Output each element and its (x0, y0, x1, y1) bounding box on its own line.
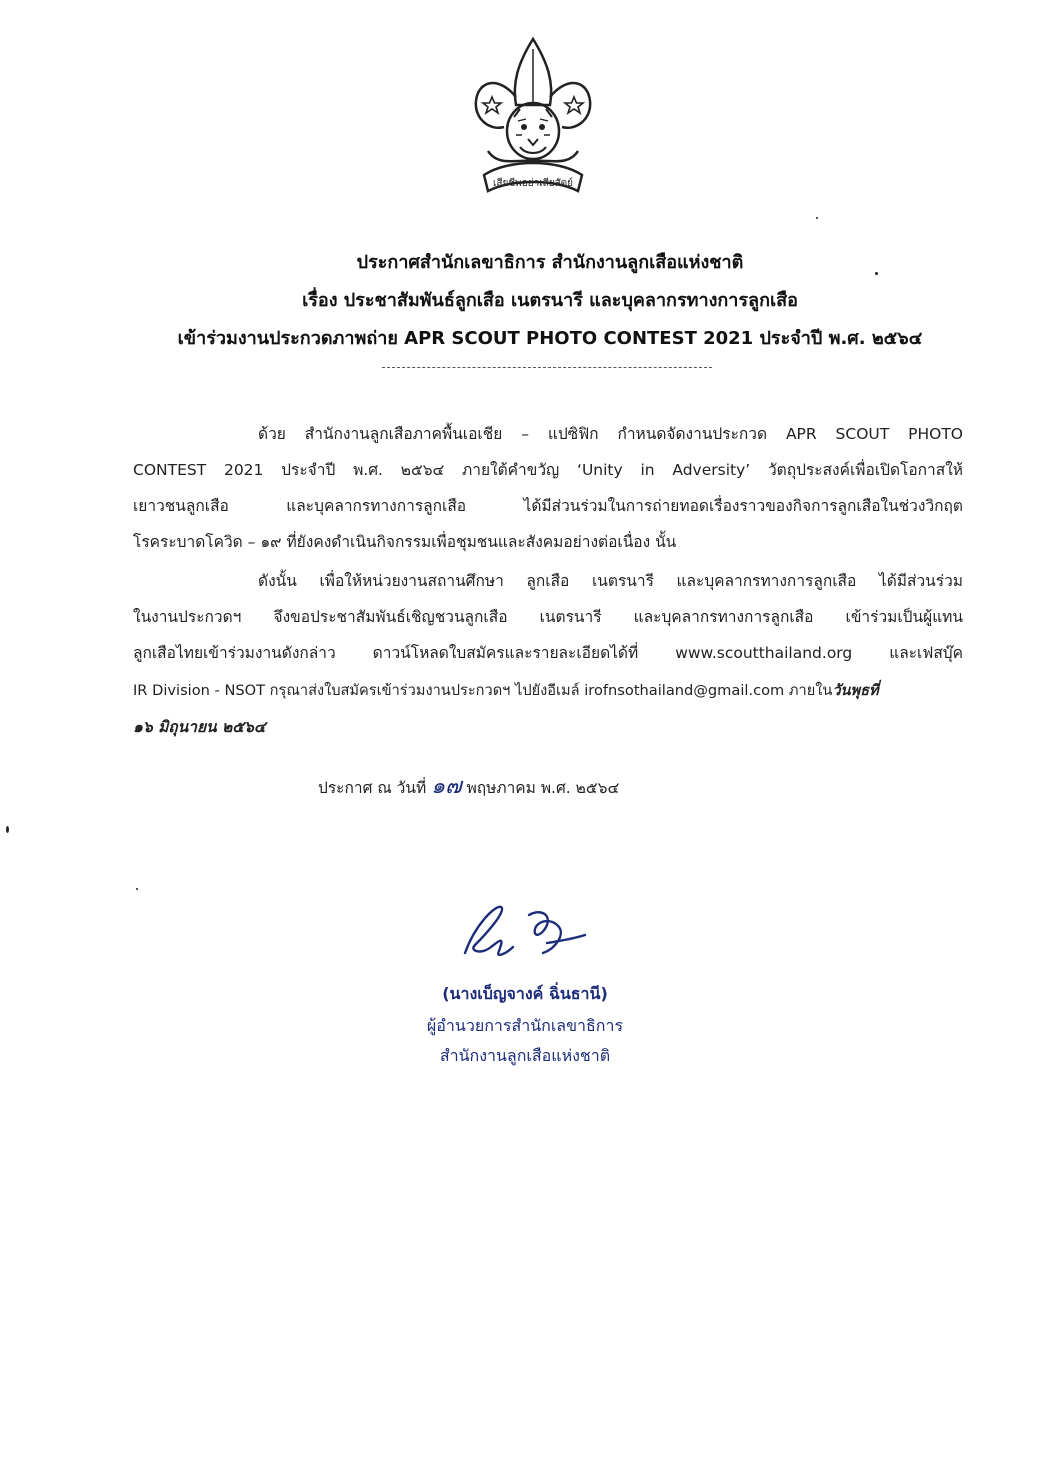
para1-line: โรคระบาดโควิด – ๑๙ ที่ยังคงดำเนินกิจกรรมเพื่อชุมชนและสังคมอย่างต่อเนื่อง นั้น (133, 533, 677, 551)
signatory-name: (นางเบ็ญจางค์ ฉิ่นธานี) (442, 984, 608, 1003)
para2-line: ในงานประกวดฯ จึงขอประชาสัมพันธ์เชิญชวนลูกเสือ เนตรนารี และบุคลากรทางการลูกเสือ เข้าร่วมเป็นผู้แทน (133, 608, 963, 626)
para2-line (133, 680, 963, 702)
para1-line: CONTEST 2021 ประจำปี พ.ศ. ๒๕๖๔ ภายใต้คำขวัญ ‘Unity in Adversity’ วัตถุประสงค์เพื่อเปิดโอกาสให้ (133, 461, 963, 479)
date-prefix: ประกาศ ณ วันที่ (318, 779, 427, 797)
emblem-motto: เสียชีพอย่าเสียสัตย์ (492, 178, 574, 189)
para2-line4-text: IR Division - NSOT กรุณาส่งใบสมัครเข้าร่วมงานประกวดฯ ไปยังอีเมล์ irofnsothailand@gmail.com ภายใน (133, 682, 833, 699)
announcement-subject: เรื่อง ประชาสัมพันธ์ลูกเสือ เนตรนารี และบุคลากรทางการลูกเสือ (302, 290, 798, 311)
scan-speck (6, 826, 9, 833)
handwritten-signature (455, 895, 595, 965)
date-suffix: พฤษภาคม พ.ศ. ๒๕๖๔ (466, 779, 620, 797)
para1-line: เยาวชนลูกเสือ และบุคลากรทางการลูกเสือ ได้มีส่วนร่วมในการถ่ายทอดเรื่องราวของกิจการลูกเสือในช่วงวิกฤต (133, 497, 963, 515)
para2-line: ลูกเสือไทยเข้าร่วมงานดังกล่าว ดาวน์โหลดใบสมัครและรายละเอียดได้ที่ www.scoutthailand.org และเฟสบุ๊ค (133, 644, 963, 662)
scan-speck (816, 217, 818, 219)
scout-emblem-icon (468, 35, 598, 215)
deadline-emphasis: วันพุธที่ (832, 682, 879, 699)
announcement-title: ประกาศสำนักเลขาธิการ สำนักงานลูกเสือแห่งชาติ (356, 252, 744, 273)
announcement-date (318, 775, 619, 800)
scan-speck (875, 272, 878, 275)
announcement-subject-cont: เข้าร่วมงานประกวดภาพถ่าย APR SCOUT PHOTO CONTEST 2021 ประจำปี พ.ศ. ๒๕๖๔ (177, 328, 923, 349)
signatory-office: สำนักงานลูกเสือแห่งชาติ (439, 1046, 611, 1065)
date-day-handwritten: ๑๗ (431, 774, 462, 799)
para2-line: ดังนั้น เพื่อให้หน่วยงานสถานศึกษา ลูกเสือ เนตรนารี และบุคลากรทางการลูกเสือ ได้มีส่วนร่วม (258, 572, 963, 590)
para1-line: ด้วย สำนักงานลูกเสือภาคพื้นเอเชีย – แปซิฟิก กำหนดจัดงานประกวด APR SCOUT PHOTO (258, 425, 963, 443)
scan-speck (136, 888, 138, 890)
signatory-position: ผู้อำนวยการสำนักเลขาธิการ (426, 1016, 624, 1035)
header-divider (382, 367, 712, 368)
deadline-date: ๑๖ มิถุนายน ๒๕๖๔ (133, 718, 266, 736)
